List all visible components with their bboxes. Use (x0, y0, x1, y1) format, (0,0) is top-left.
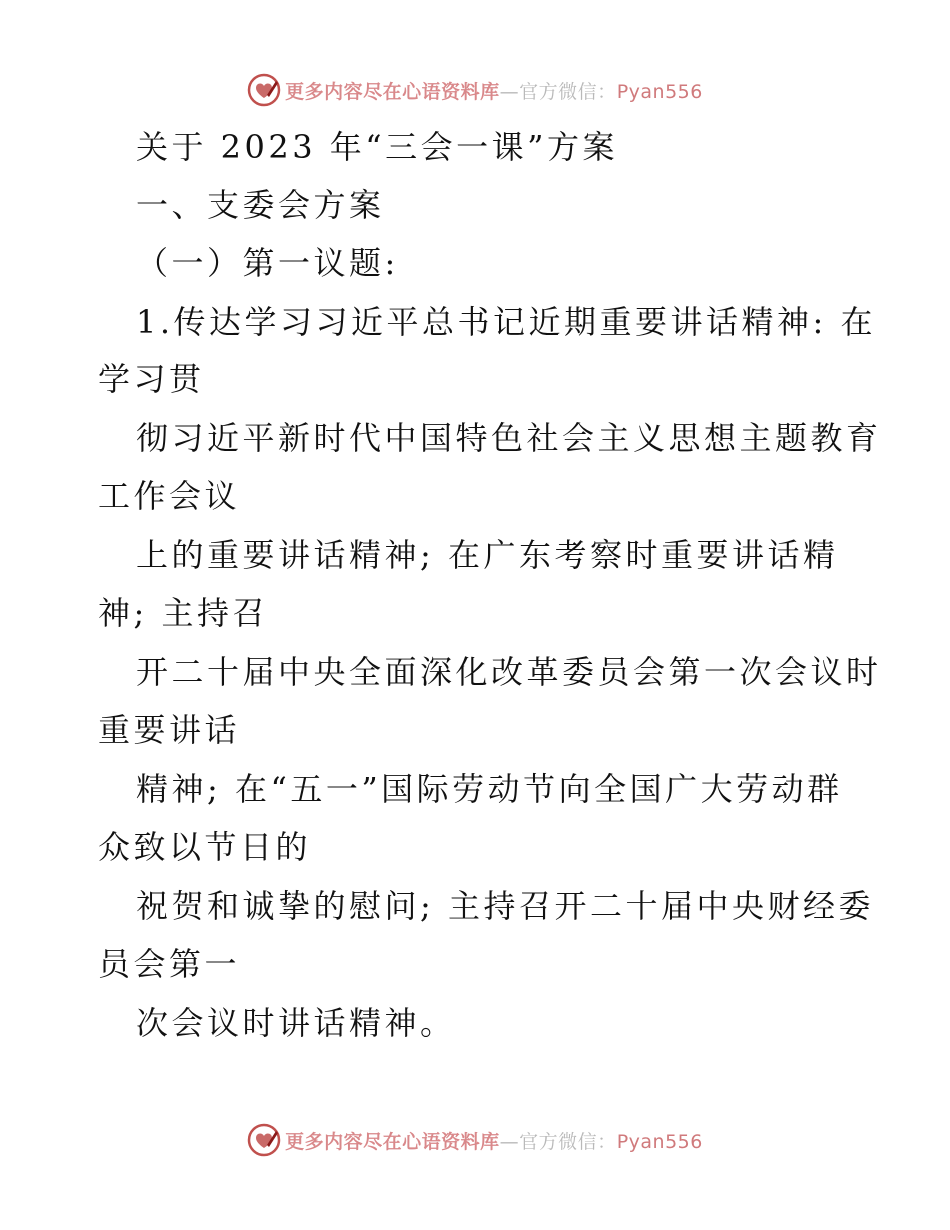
paragraph-line: 开二十届中央全面深化改革委员会第一次会议时 (136, 653, 882, 691)
paragraph-line: 学习贯 (98, 360, 205, 398)
watermark-text: 更多内容尽在心语资料库—官方微信：Pyan556 (285, 80, 703, 103)
paragraph-line: 1.传达学习习近平总书记近期重要讲话精神: 在 (136, 303, 876, 341)
heart-pen-logo-icon (247, 1123, 281, 1157)
paragraph-line: 上的重要讲话精神; 在广东考察时重要讲话精 (136, 536, 839, 574)
section-heading: 一、支委会方案 (136, 186, 385, 224)
footer-watermark (0, 1120, 950, 1160)
paragraph-line: 次会议时讲话精神。 (136, 1004, 456, 1042)
paragraph-line: 精神; 在“五一”国际劳动节向全国广大劳动群 (136, 770, 843, 808)
paragraph-line: 彻习近平新时代中国特色社会主义思想主题教育 (136, 419, 882, 457)
paragraph-line: 工作会议 (98, 477, 241, 515)
subsection-heading: （一）第一议题: (136, 244, 399, 282)
document-title: 关于 2023 年“三会一课”方案 (136, 128, 619, 166)
paragraph-line: 神; 主持召 (98, 594, 268, 632)
header-watermark (0, 70, 950, 110)
paragraph-line: 众致以节日的 (98, 828, 312, 866)
paragraph-line: 员会第一 (98, 945, 241, 983)
watermark-text: 更多内容尽在心语资料库—官方微信：Pyan556 (285, 1130, 703, 1153)
paragraph-line: 祝贺和诚挚的慰问; 主持召开二十届中央财经委 (136, 887, 874, 925)
heart-pen-logo-icon (247, 73, 281, 107)
paragraph-line: 重要讲话 (98, 711, 241, 749)
